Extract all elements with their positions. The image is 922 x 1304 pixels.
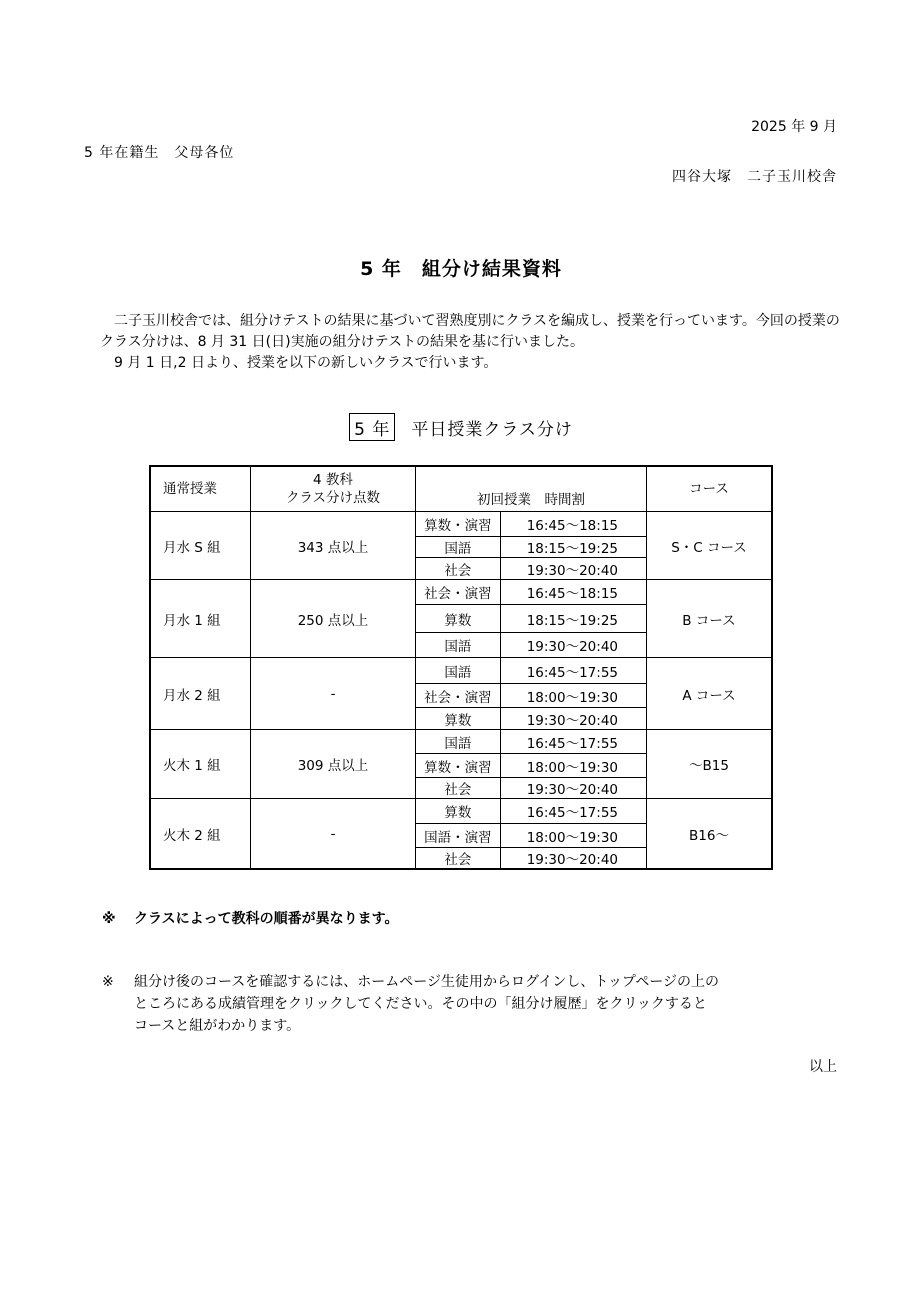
table-row <box>150 730 772 754</box>
score-cell: 343 点以上 <box>251 512 416 580</box>
header-schedule-text: 初回授業 時間割 <box>477 492 585 508</box>
score-cell: 309 点以上 <box>251 730 416 799</box>
class-name-cell: 火木 1 組 <box>150 730 251 799</box>
table-row <box>150 658 772 684</box>
time-cell: 16:45～17:55 <box>500 799 646 824</box>
score-cell: - <box>251 799 416 870</box>
subject-cell: 算数・演習 <box>416 754 501 778</box>
subject-cell: 国語・演習 <box>416 824 501 848</box>
header-course: コース <box>647 466 773 512</box>
class-name-cell: 月水 2 組 <box>150 658 251 730</box>
subject-cell: 社会 <box>416 558 501 580</box>
time-cell: 19:30～20:40 <box>500 848 646 870</box>
note-2-line-1: 組分け後のコースを確認するには、ホームページ生徒用からログインし、トップページの上の <box>134 974 720 990</box>
subject-cell: 社会・演習 <box>416 684 501 708</box>
header-schedule <box>416 466 647 512</box>
time-cell: 19:30～20:40 <box>500 778 646 799</box>
time-cell: 19:30～20:40 <box>500 633 646 658</box>
time-cell: 18:00～19:30 <box>500 684 646 708</box>
grade-box-label: 5 年 <box>349 413 395 441</box>
table-row <box>150 580 772 605</box>
note-mark: ※ <box>102 974 114 990</box>
subject-cell: 社会 <box>416 848 501 870</box>
note-1-text: クラスによって教科の順番が異なります。 <box>134 911 399 927</box>
time-cell: 19:30～20:40 <box>500 558 646 580</box>
subject-cell: 国語 <box>416 658 501 684</box>
note-mark: ※ <box>102 911 116 927</box>
class-name-cell: 月水 1 組 <box>150 580 251 658</box>
score-cell: - <box>251 658 416 730</box>
course-cell: S・C コース <box>647 512 773 580</box>
table-header-row <box>150 466 772 512</box>
subject-cell: 国語 <box>416 633 501 658</box>
header-class: 通常授業 <box>150 466 251 512</box>
closing-text: 以上 <box>809 1059 837 1075</box>
note-2 <box>102 971 842 1037</box>
intro-paragraph-1: 二子玉川校舎では、組分けテストの結果に基づいて習熟度別にクラスを編成し、授業を行っています。今回の授業のクラス分けは、8 月 31 日(日)実施の組分けテストの結果を基に行いました。 <box>100 313 840 350</box>
time-cell: 19:30～20:40 <box>500 708 646 730</box>
time-cell: 18:00～19:30 <box>500 754 646 778</box>
table-title-text: 平日授業クラス分け <box>411 420 573 440</box>
header-score-line2: クラス分け点数 <box>285 490 381 506</box>
course-cell: B コース <box>647 580 773 658</box>
document-date: 2025 年 9 月 <box>751 119 837 135</box>
subject-cell: 算数 <box>416 799 501 824</box>
subject-cell: 算数 <box>416 605 501 633</box>
document-title: 5 年 組分け結果資料 <box>360 258 562 280</box>
intro-paragraph-2: 9 月 1 日,2 日より、授業を以下の新しいクラスで行います。 <box>114 355 498 371</box>
time-cell: 16:45～17:55 <box>500 730 646 754</box>
time-cell: 16:45～18:15 <box>500 512 646 537</box>
subject-cell: 算数 <box>416 708 501 730</box>
table-title <box>0 413 922 441</box>
header-score <box>251 466 416 512</box>
note-1 <box>102 908 398 928</box>
table-row <box>150 512 772 537</box>
score-cell: 250 点以上 <box>251 580 416 658</box>
course-cell: A コース <box>647 658 773 730</box>
time-cell: 16:45～18:15 <box>500 580 646 605</box>
time-cell: 18:00～19:30 <box>500 824 646 848</box>
note-2-body <box>134 971 834 1037</box>
course-cell: B16～ <box>647 799 773 870</box>
subject-cell: 国語 <box>416 537 501 558</box>
note-2-line-2: ところにある成績管理をクリックしてください。その中の「組分け履歴」をクリックすると <box>134 996 707 1012</box>
intro-text <box>100 311 840 374</box>
table-row <box>150 799 772 824</box>
subject-cell: 社会 <box>416 778 501 799</box>
subject-cell: 算数・演習 <box>416 512 501 537</box>
class-schedule-table <box>149 465 773 870</box>
note-2-line-3: コースと組がわかります。 <box>134 1018 301 1034</box>
subject-cell: 社会・演習 <box>416 580 501 605</box>
sender: 四谷大塚 二子玉川校舎 <box>672 169 837 185</box>
class-name-cell: 火木 2 組 <box>150 799 251 870</box>
course-cell: ～B15 <box>647 730 773 799</box>
time-cell: 18:15～19:25 <box>500 605 646 633</box>
subject-cell: 国語 <box>416 730 501 754</box>
time-cell: 18:15～19:25 <box>500 537 646 558</box>
addressee: 5 年在籍生 父母各位 <box>84 145 235 161</box>
time-cell: 16:45～17:55 <box>500 658 646 684</box>
class-name-cell: 月水 S 組 <box>150 512 251 580</box>
header-score-line1: 4 教科 <box>313 472 353 488</box>
